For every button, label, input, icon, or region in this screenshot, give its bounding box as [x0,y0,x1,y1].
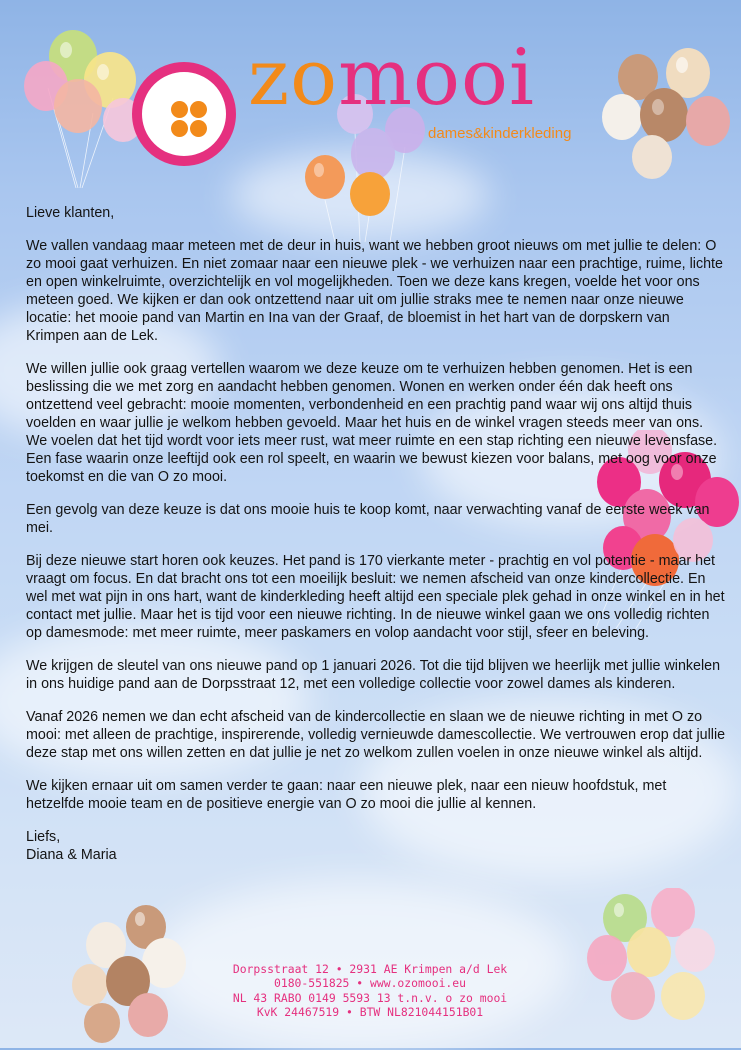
footer-phone-web: 0180-551825 • www.ozomooi.eu [273,976,467,991]
letter-body [26,204,726,864]
logo-mark [132,62,236,166]
balloons-top-right-icon [600,45,740,185]
brand-name [248,28,535,128]
brand-tagline: dames&kinderkleding [428,125,572,142]
logo-dot [171,120,188,137]
balloons-bottom-right-icon [585,888,735,1038]
letter-closing-word: Liefs, [26,829,61,845]
footer-registration: KvK 24467519 • BTW NL821044151B01 [256,1005,484,1020]
letter-paragraph: We willen jullie ook graag vertellen waarom we deze keuze om te verhuizen hebben genomen. Het is een beslissing die we met zorg en aandacht hebben genomen. Wonen en werken onder één dak heeft ons ontzettend veel gebracht: mooie momenten, verbondenheid en een prachtig pand waar wij ons altijd thuis voelden en waar jullie je welkom hebben gevoeld. Maar het huis en de winkel vragen steeds meer van ons. We voelen dat het tijd wordt voor iets meer rust, wat meer ruimte en een stap richting een nieuwe levensfase. Een fase waarin onze leeftijd ook een rol speelt, en waarin we bewust kiezen voor balans, met oog voor onze toekomst en die van O zo mooi. [26,361,718,485]
brand-name-zo: zo [248,33,339,123]
footer-contact [170,962,570,1020]
letter-paragraph: We kijken ernaar uit om samen verder te gaan: naar een nieuwe plek, naar een nieuw hoofdstuk, met hetzelfde mooie team en de positieve energie van O zo mooi die jullie al kennen. [26,778,667,812]
letter-closing [26,828,726,864]
logo-dot [171,101,188,118]
footer-bank: NL 43 RABO 0149 5593 13 t.n.v. o zo mooi [232,990,508,1005]
letter-paragraph: We krijgen de sleutel van ons nieuwe pand op 1 januari 2026. Tot die tijd blijven we heerlijk met jullie winkelen in ons huidige pand aan de Dorpsstraat 12, met een volledige collectie voor zowel dames als kinderen. [26,658,721,692]
letter-paragraph: Vanaf 2026 nemen we dan echt afscheid van de kindercollectie en slaan we de nieuwe richting in met O zo mooi: met alleen de prachtige, inspirerende, volledig vernieuwde damescollectie. We vertrouwen erop dat jullie deze stap met ons willen zetten en dat jullie je net zo welkom zullen voelen in onze nieuwe winkel als altijd. [26,709,726,761]
logo-dot [190,120,207,137]
footer-address: Dorpsstraat 12 • 2931 AE Krimpen a/d Lek [232,962,508,976]
logo-dot [190,101,207,118]
brand-name-mooi: mooi [338,33,535,123]
letter-greeting: Lieve klanten, [26,205,115,221]
letter-signature: Diana & Maria [26,847,117,863]
letter-paragraph: We vallen vandaag maar meteen met de deur in huis, want we hebben groot nieuws om met jullie te delen: O zo mooi gaat verhuizen. En niet zomaar naar een nieuwe plek - we verhuizen naar een prachtige, ruime, lichte en open winkelruimte, overzichtelijk en vol mogelijkheden. Toen we deze kans kregen, voelde het voor ons meteen goed. We kijken er dan ook ontzettend naar uit om jullie straks mee te nemen naar onze nieuwe locatie: het mooie pand van Martin en Ina van der Graaf, de bloemist in het hart van de dorpskern van Krimpen aan de Lek. [26,238,723,344]
balloons-top-left-icon [18,28,148,188]
letter-paragraph: Bij deze nieuwe start horen ook keuzes. Het pand is 170 vierkante meter - prachtig en vol potentie - maar het vraagt om focus. En dat bracht ons tot een moeilijk besluit: we nemen afscheid van onze kindercollectie. En wel met wat pijn in ons hart, want de kinderkleding heeft altijd een speciale plek gehad in onze winkel en in het contact met jullie. Maar het is tijd voor een nieuwe richting. In de nieuwe winkel gaan we ons volledig richten op damesmode: met meer ruimte, meer paskamers en volop aandacht voor stijl, sfeer en beleving. [26,553,725,641]
letter-paragraph: Een gevolg van deze keuze is dat ons mooie huis te koop komt, naar verwachting vanaf de eerste week van mei. [26,502,710,536]
